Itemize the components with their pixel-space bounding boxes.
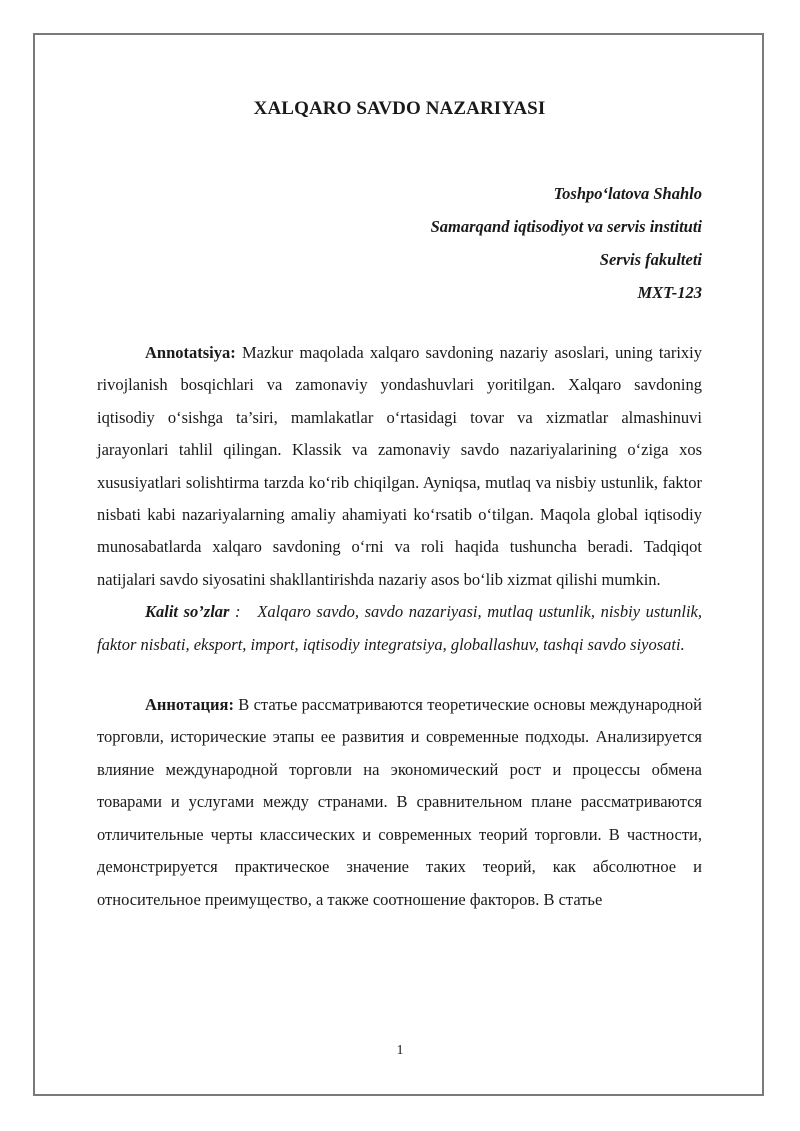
keywords-uz-label: Kalit so’zlar — [145, 602, 230, 622]
keywords-uz-text: Xalqaro savdo, savdo nazariyasi, mutlaq ustunlik, nisbiy ustunlik, faktor nisbati, eksport, import, iqtisodiy integratsiya, globallashuv, tashqi savdo siyosati. — [97, 602, 702, 654]
annotation-uz — [97, 337, 702, 596]
annotation-ru-label: Аннотация: — [145, 695, 234, 715]
author-block — [97, 177, 702, 309]
page-content — [97, 92, 702, 916]
document-title: XALQARO SAVDO NAZARIYASI — [253, 98, 546, 119]
page-number: 1 — [396, 1043, 404, 1058]
annotation-uz-text: Mazkur maqolada xalqaro savdoning nazariy asoslari, uning tarixiy rivojlanish bosqichlari va zamonaviy yondashuvlari yoritilgan. Xalqaro savdoning iqtisodiy o‘sishga ta’siri, mamlakatlar o‘rtasidagi tovar va xizmatlar almashinuvi jarayonlari tahlil qilingan. Klassik va zamonaviy savdo nazariyalarining o‘ziga xos xususiyatlari solishtirma tarzda ko‘rib chiqilgan. Ayniqsa, mutlaq va nisbiy ustunlik, faktor nisbati kabi nazariyalarning amaliy ahamiyati ko‘rsatib o‘tilgan. Maqola global iqtisodiy munosabatlarda xalqaro savdoning o‘rni va roli haqida tushuncha beradi. Tadqiqot natijalari savdo siyosatini shakllantirishda nazariy asos bo‘lib xizmat qilishi mumkin. — [97, 343, 702, 589]
author-group: MXT-123 — [637, 283, 702, 302]
annotation-uz-label: Annotatsiya: — [145, 343, 236, 362]
annotation-ru-text: В статье рассматриваются теоретические основы международной торговли, исторические этапы ее развития и современные подходы. Анализируется влияние международной торговли на экономический рост и процессы обмена товарами и услугами между странами. В сравнительном плане рассматриваются отличительные черты классических и современных теорий торговли. В частности, демонстрируется практическое значение таких теорий, как абсолютное и относительное преимущество, а также соотношение факторов. В статье — [97, 695, 702, 909]
keywords-uz-separator: : — [229, 602, 258, 622]
author-institution: Samarqand iqtisodiyot va servis instituti — [430, 217, 702, 236]
annotation-ru — [97, 689, 702, 916]
author-name: Toshpo‘latova Shahlo — [553, 184, 702, 203]
keywords-uz — [97, 596, 702, 661]
author-faculty: Servis fakulteti — [599, 250, 702, 269]
